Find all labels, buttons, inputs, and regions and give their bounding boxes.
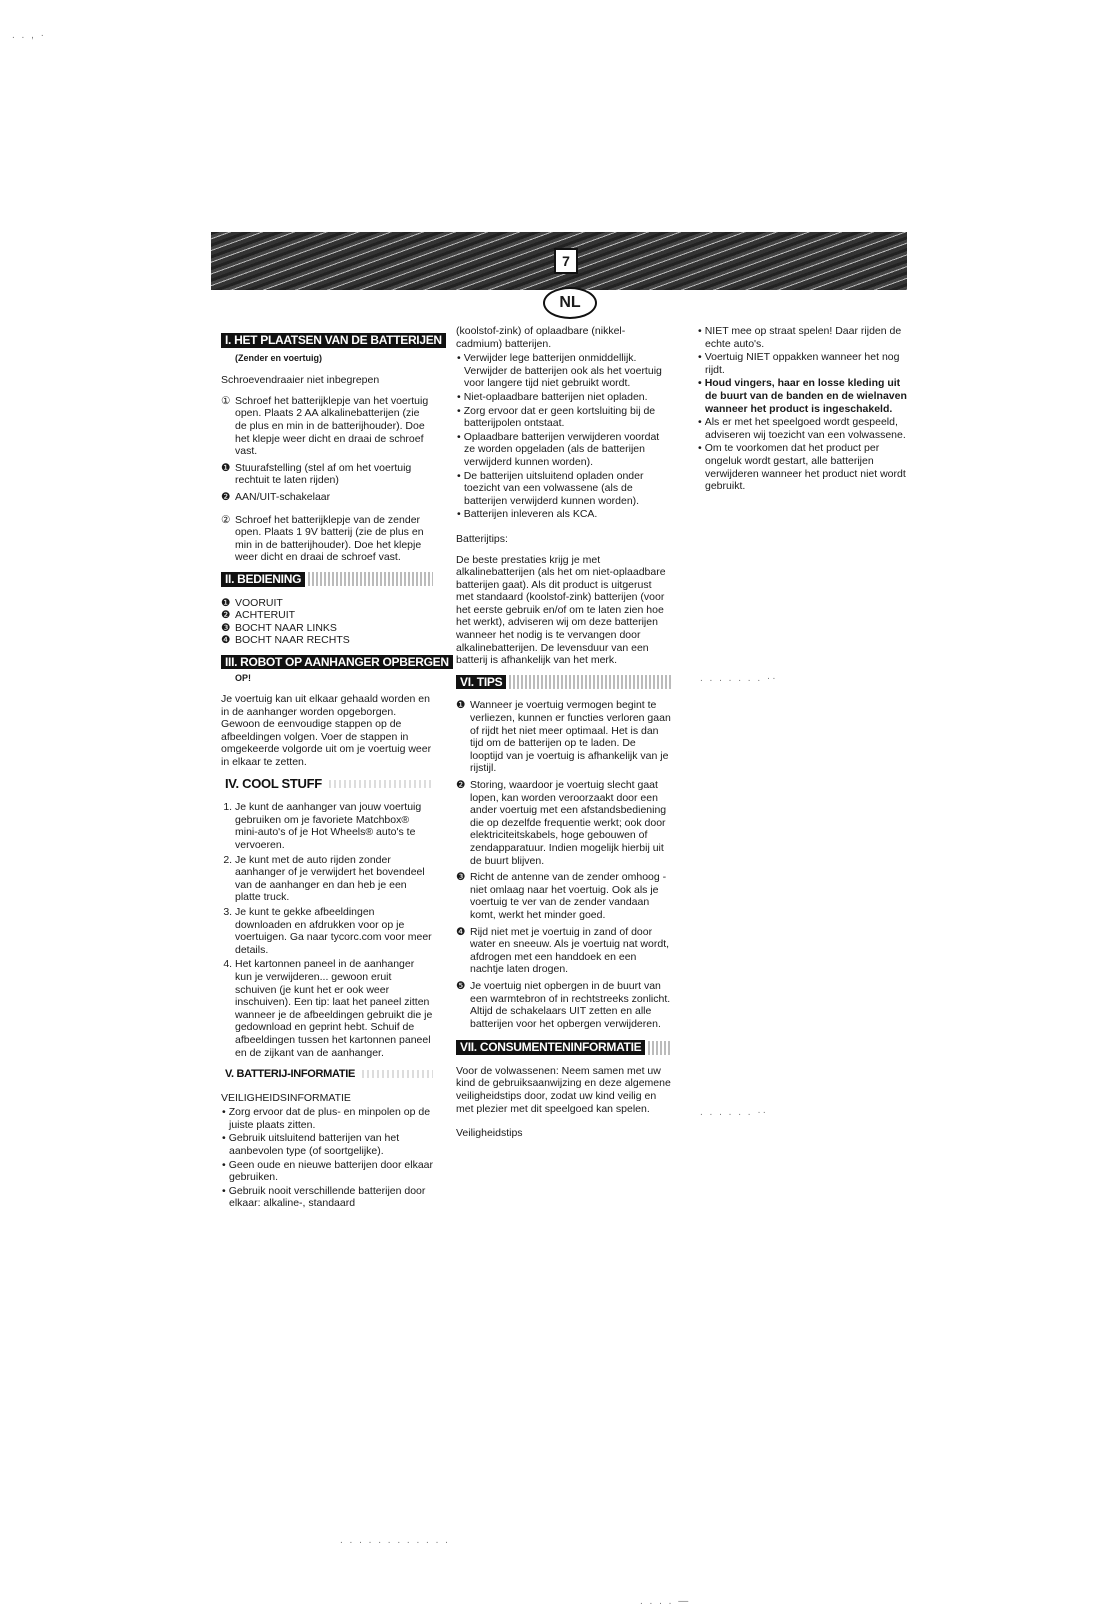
circled-two-icon: ② bbox=[221, 513, 231, 526]
tips-list bbox=[456, 699, 671, 1030]
language-badge: NL bbox=[543, 287, 597, 319]
page-number: 7 bbox=[554, 248, 578, 274]
section-title: V. BATTERIJ-INFORMATIE bbox=[225, 1068, 356, 1081]
bullet-3-icon: ❸ bbox=[221, 621, 231, 634]
bullet-4-icon: ❹ bbox=[456, 925, 466, 938]
list-item: • Zorg ervoor dat er geen kortsluiting bij de batterijpolen ontstaat. bbox=[456, 405, 671, 430]
list-item: • Om te voorkomen dat het product per ongeluk wordt gestart, alle batterijen verwijderen wanneer het product niet wordt gebruikt. bbox=[697, 442, 907, 492]
bullet-3-icon: ❸ bbox=[456, 871, 466, 884]
circled-one-icon: ① bbox=[221, 394, 231, 407]
cool-stuff-list bbox=[221, 801, 433, 1059]
consumer-text: Voor de volwassenen: Neem samen met uw kind de gebruiksaanwijzing en deze algemene veiligheidstips door, zodat uw kind veilig en met plezier met dit speelgoed kan spelen. bbox=[456, 1064, 671, 1115]
section-heading-controls bbox=[221, 572, 433, 587]
list-item: 1. Je kunt de aanhanger van jouw voertuig gebruiken om je favoriete Matchbox® mini-auto's of je Hot Wheels® auto's te vervoeren. bbox=[235, 801, 433, 851]
safety-tips-heading: Veiligheidstips bbox=[456, 1127, 523, 1140]
section-title: IV. COOL STUFF bbox=[225, 775, 322, 791]
list-item: • Oplaadbare batterijen verwijderen voordat ze worden opgeladen (als de batterijen verwijderd kunnen worden). bbox=[456, 431, 671, 469]
column-1 bbox=[221, 325, 449, 1216]
scan-noise: . . . . . . ·· bbox=[700, 1107, 768, 1118]
storage-text: Je voertuig kan uit elkaar gehaald worden en in de aanhanger worden opgeborgen. Gewoon de eenvoudige stappen op de afbeeldingen volgen. Voer de stappen in omgekeerde volgorde uit om je voertuig weer in elkaar te zetten. bbox=[221, 693, 432, 769]
list-item: Rijd niet met je voertuig in zand of door water en sneeuw. Als je voertuig nat wordt, afdrogen met een handdoek en een nachtje laten drogen. bbox=[470, 925, 670, 976]
section-heading-tips bbox=[456, 675, 671, 690]
section-heading-storage bbox=[221, 654, 449, 670]
bullet-b-icon: ❷ bbox=[221, 490, 231, 503]
list-item: • Gebruik nooit verschillende batterijen door elkaar: alkaline-, standaard bbox=[221, 1185, 433, 1210]
list-item: • Geen oude en nieuwe batterijen door elkaar gebruiken. bbox=[221, 1159, 433, 1184]
bullet-1-icon: ❶ bbox=[456, 699, 466, 712]
section-title: VI. TIPS bbox=[456, 675, 506, 690]
battery-list bbox=[456, 352, 671, 521]
list-item: 4. Het kartonnen paneel in de aanhanger kun je verwijderen... gewoon eruit schuiven (je kunt het er ook weer inschuiven). Een tip: laat het paneel zitten wanneer je de afbeeldingen gebruikt die je gedownload en geprint hebt. Schuif de afbeeldingen tussen het kartonnen paneel en de zijkant van de aanhanger. bbox=[235, 958, 433, 1059]
list-item: • Batterijen inleveren als KCA. bbox=[456, 508, 671, 521]
section-subtitle: OP! bbox=[235, 673, 252, 684]
scan-noise: . . . . — bbox=[640, 1596, 691, 1607]
section-title: VII. CONSUMENTENINFORMATIE bbox=[456, 1040, 645, 1055]
list-item: VOORUIT bbox=[235, 596, 283, 609]
list-item: • Verwijder lege batterijen onmiddellijk. Verwijder de batterijen ook als het voertuig voor langere tijd niet gebruikt wordt. bbox=[456, 352, 671, 390]
scan-noise: . . . . . . . ·· bbox=[700, 673, 778, 684]
battery-continued: (koolstof-zink) of oplaadbare (nikkel-cadmium) batterijen. bbox=[456, 325, 626, 350]
bullet-1-icon: ❶ bbox=[221, 596, 231, 609]
section-title: II. BEDIENING bbox=[221, 572, 305, 587]
bullet-5-icon: ❺ bbox=[456, 979, 466, 992]
list-item: Wanneer je voertuig vermogen begint te verliezen, kunnen er functies verloren gaan of rijdt het niet meer optimaal. Het is dan tijd om de batterijen op te laden. De looptijd van je voertuig is afhankelijk van je rijstijl. bbox=[470, 699, 671, 775]
list-item: 3. Je kunt te gekke afbeeldingen downloaden en afdrukken voor op je voertuigen. Ga naar tycorc.com voor meer details. bbox=[235, 906, 433, 956]
section-heading-cool-stuff bbox=[221, 777, 433, 792]
list-item: • Gebruik uitsluitend batterijen van het aanbevolen type (of soortgelijke). bbox=[221, 1132, 433, 1157]
step-2: ② Schroef het batterijklepje van de zender open. Plaats 1 9V batterij (zie de plus en min in de batterijhouder). Doe het klepje weer dicht en draai de schroef vast. bbox=[221, 513, 424, 564]
step-1: ① Schroef het batterijklepje van het voertuig open. Plaats 2 AA alkalinebatterijen (zie de plus en min in de batterijhouder). Doe het klepje weer dicht en draai de schroef vast. bbox=[221, 394, 429, 458]
section-heading-battery-info bbox=[221, 1067, 433, 1082]
column-2 bbox=[456, 325, 671, 1148]
bullet-2-icon: ❷ bbox=[221, 609, 231, 622]
section-subtitle: (Zender en voertuig) bbox=[235, 352, 323, 363]
list-item: Storing, waardoor je voertuig slecht gaat lopen, kan worden veroorzaakt door een ander voertuig met een afstandsbediening die op dezelfde frequentie werkt; ook door elektriciteitskabels, hoge gebouwen of zendapparatuur. Indien mogelijk hierbij uit de buurt blijven. bbox=[470, 779, 667, 867]
bullet-4-icon: ❹ bbox=[221, 634, 231, 647]
scan-noise: . . . . . . . . . . . . bbox=[340, 1535, 450, 1546]
section-heading-batteries bbox=[221, 333, 442, 348]
section-title: III. ROBOT OP AANHANGER OPBERGEN bbox=[221, 655, 453, 670]
list-item: • De batterijen uitsluitend opladen onder toezicht van een volwassene (als de batterijen verwijderd kunnen worden). bbox=[456, 470, 671, 508]
list-item: 2. Je kunt met de auto rijden zonder aanhanger of je verwijdert het bovendeel van de aanhanger en dan heb je een platte truck. bbox=[235, 854, 433, 904]
section-heading-consumer bbox=[456, 1040, 671, 1055]
list-item: Richt de antenne van de zender omhoog - niet omlaag naar het voertuig. Ook als je voertuig te ver van de zender vandaan komt, werkt het minder goed. bbox=[470, 871, 667, 921]
tips-heading: Batterijtips: bbox=[456, 532, 508, 545]
tips-text: De beste prestaties krijg je met alkalinebatterijen (als het om niet-oplaadbare batterijen gaat). Als dit product is uitgerust met standaard (koolstof-zink) batterijen (voor het eerste gebruik en/of om te laten zien hoe het werkt), adviseren wij om deze batterijen wanneer het nodig is te vervangen door alkalinebatterijen. De levensduur van een batterij is afhankelijk van het merk. bbox=[456, 553, 666, 667]
scan-noise: . . , · bbox=[12, 30, 46, 41]
section-title: I. HET PLAATSEN VAN DE BATTERIJEN bbox=[221, 333, 446, 348]
list-item: • Niet-oplaadbare batterijen niet opladen. bbox=[456, 391, 671, 404]
list-item: • Houd vingers, haar en losse kleding uit de buurt van de banden en de wielnaven wanneer het product is ingeschakeld. bbox=[697, 377, 907, 415]
column-3 bbox=[697, 325, 907, 499]
list-item: ACHTERUIT bbox=[235, 609, 296, 622]
bullet-a-icon: ❶ bbox=[221, 461, 231, 474]
safety-heading: VEILIGHEIDSINFORMATIE bbox=[221, 1091, 351, 1104]
safety-tips-list bbox=[697, 325, 907, 493]
tool-note: Schroevendraaier niet inbegrepen bbox=[221, 374, 380, 387]
list-item: Je voertuig niet opbergen in de buurt van een warmtebron of in rechtstreeks zonlicht. Altijd de schakelaars UIT zetten en alle batterijen voor het opbergen verwijderen. bbox=[470, 979, 671, 1030]
list-item: • NIET mee op straat spelen! Daar rijden de echte auto's. bbox=[697, 325, 907, 350]
list-item: BOCHT NAAR LINKS bbox=[235, 621, 337, 634]
bullet-2-icon: ❷ bbox=[456, 779, 466, 791]
list-item: • Als er met het speelgoed wordt gespeeld, adviseren wij toezicht van een volwassene. bbox=[697, 416, 907, 441]
list-item: • Voertuig NIET oppakken wanneer het nog rijdt. bbox=[697, 351, 907, 376]
switch-item: ❷ AAN/UIT-schakelaar bbox=[221, 490, 331, 503]
safety-list bbox=[221, 1106, 433, 1210]
list-item: BOCHT NAAR RECHTS bbox=[235, 634, 350, 647]
steering-item: ❶ Stuurafstelling (stel af om het voertuig rechtuit te laten rijden) bbox=[221, 461, 412, 487]
controls-list bbox=[221, 597, 433, 647]
list-item: • Zorg ervoor dat de plus- en minpolen op de juiste plaats zitten. bbox=[221, 1106, 433, 1131]
